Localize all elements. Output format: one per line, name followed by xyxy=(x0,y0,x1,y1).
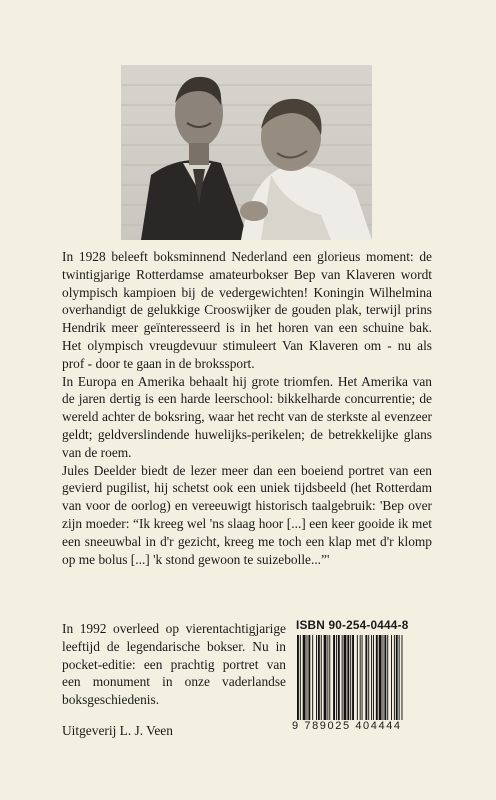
barcode-bar xyxy=(387,635,388,731)
footer-text: In 1992 overleed op vierentachtigjarige leeftijd de legendarische bokser. Nu in pocket-editie: een prachtig portret van een monument in onze vaderlandse boksgeschiedenis. xyxy=(62,621,286,708)
cover-photo xyxy=(121,65,372,240)
barcode-bar xyxy=(379,635,382,731)
barcode-bar xyxy=(373,635,374,731)
barcode-bar xyxy=(394,635,395,731)
barcode-bar xyxy=(318,635,320,731)
isbn-label: ISBN 90-254-0444-8 xyxy=(296,618,409,632)
barcode-bar xyxy=(376,635,378,731)
barcode-bar xyxy=(399,635,400,731)
blurb-paragraph: Jules Deelder biedt de lezer meer dan een boeiend portret van een gevierd pugilist, hij schetst ook een uniek tijdsbeeld (het Rotterdam van voor de oorlog) en vereeuwigt historisch taalgebruik: 'Bep over zijn moeder: “Ik kreeg wel 'ns slaag hoor [...] een keer gooide ik met een sneeuwbal in d'r gezicht, kreeg me toch een klap met d'r klomp op me bolus [...] 'k stond gewoon te suizebolle...”' xyxy=(62,462,432,567)
blurb-paragraph: In 1928 beleeft boksminnend Nederland een glorieus moment: de twintigjarige Rotterdamse amateurbokser Bep van Klaveren wordt olympisch kampioen bij de vedergewichten! Koningin Wilhelmina overhandigt de gelukkige Crooswijker de gouden plak, terwijl prins Hendrik meer geïnteresseerd is in het horen van een schuine bak. Het olympisch vreugdevuur stimuleert Van Klaveren om - nu als prof - door te gaan in de brokssport. xyxy=(62,249,432,371)
barcode-bar xyxy=(352,635,354,731)
barcode-bar xyxy=(324,635,327,731)
barcode-bar xyxy=(307,635,308,731)
barcode-bar xyxy=(300,635,301,731)
barcode-bar xyxy=(347,635,349,731)
barcode-bar xyxy=(327,635,328,731)
barcode-bar xyxy=(297,635,299,731)
barcode-bar xyxy=(391,635,392,731)
barcode-bar xyxy=(333,635,335,731)
barcode-bar xyxy=(312,635,313,731)
barcode-bar xyxy=(357,635,358,731)
barcode-bar xyxy=(365,635,367,731)
barcode-bar xyxy=(338,635,340,731)
barcode-bar xyxy=(350,635,351,731)
boxers-photo-icon xyxy=(121,65,372,240)
barcode-bar xyxy=(362,635,363,731)
barcode-bar xyxy=(321,635,322,731)
barcode-bar xyxy=(336,635,337,731)
barcode-bar xyxy=(384,635,386,731)
blurb-paragraph: In Europa en Amerika behaalt hij grote triomfen. Het Amerika van de jaren dertig is een harde leerschool: bikkelharde concurrentie; de wereld achter de boksring, waar het recht van de sterkste al evenzeer geldt; geldverslindende huwelijks-perikelen; de betrekkelijke glans van de roem. xyxy=(62,373,432,460)
barcode-bar xyxy=(344,635,347,731)
publisher-name: Uitgeverij L. J. Veen xyxy=(62,723,173,738)
barcode-icon xyxy=(296,635,435,731)
barcode-bar xyxy=(329,635,330,731)
barcode-bar xyxy=(342,635,343,731)
barcode xyxy=(296,635,435,731)
barcode-bar xyxy=(396,635,398,731)
barcode-bar xyxy=(360,635,361,731)
barcode-bar xyxy=(402,635,403,731)
barcode-bar xyxy=(308,635,310,731)
barcode-digits: 9 789025 404444 xyxy=(292,720,440,732)
barcode-bar xyxy=(383,635,384,731)
back-cover-blurb xyxy=(62,248,432,568)
barcode-bar xyxy=(371,635,372,731)
barcode-bar xyxy=(368,635,369,731)
barcode-bar xyxy=(303,635,306,731)
barcode-bar xyxy=(316,635,317,731)
